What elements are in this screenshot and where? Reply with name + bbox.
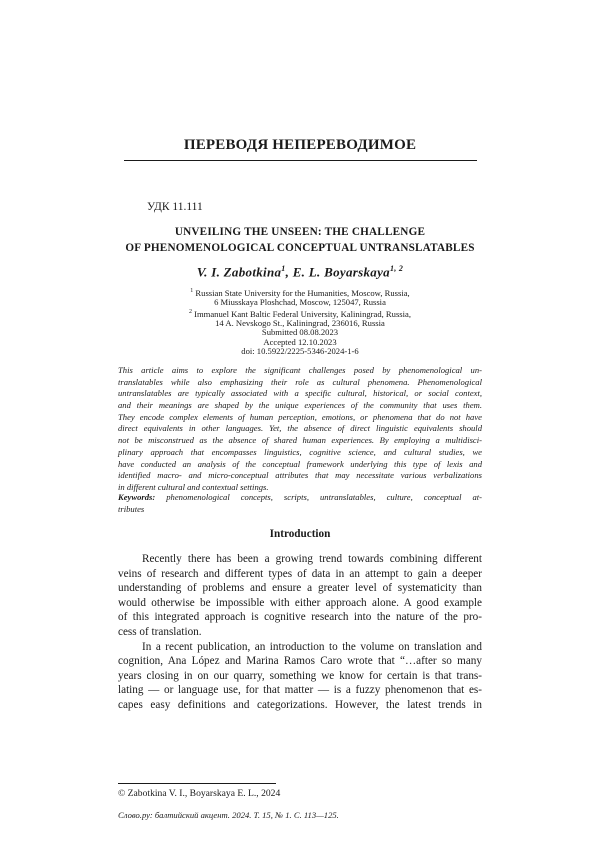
accepted-date: Accepted 12.10.2023 [263, 336, 337, 347]
copyright-note: © Zabotkina V. I., Boyarskaya E. L., 2024 [118, 788, 281, 799]
abstract-line: translatables while also emphasizing their role as cultural phenomena. Phenomenological [118, 376, 482, 387]
abstract-line: and their meanings are shaped by the unique experiences of the community that uses them. [118, 400, 482, 411]
affil-1-mark: 1 [190, 288, 194, 294]
submitted-date: Submitted 08.08.2023 [261, 327, 339, 338]
body-line: veins of research and different types of data in an attempt to gain a deeper [118, 567, 482, 580]
abstract-line: in different cultural and contextual settings. [118, 481, 269, 492]
affil-2-line-2: 14 A. Nevskogo St., Kaliningrad, 236016, Russia [215, 317, 385, 328]
introduction-heading: Introduction [269, 528, 331, 540]
author-2-name: E. L. Boyarskaya [292, 264, 390, 280]
title-line-2: OF PHENOMENOLOGICAL CONCEPTUAL UNTRANSLATABLES [125, 242, 475, 254]
abstract-line: not be misconstrued as the absence of shared human experiences. By employing a multidisci- [118, 435, 482, 446]
body-line: would otherwise be impossible with either approach alone. A good example [118, 596, 482, 609]
keywords-label: Keywords: [118, 492, 156, 502]
article-title [0, 224, 600, 256]
abstract-line: have conducted an analysis of the conceptual framework underlying this type of lexis and [118, 458, 482, 469]
keywords-line-1: Keywords: phenomenological concepts, scripts, untranslatables, culture, conceptual at- [118, 492, 482, 502]
heading-rule [124, 160, 477, 161]
abstract-line: They encode complex elements of human perception, emotions, or phenomena that do not have [118, 411, 482, 422]
journal-reference: Слово.ру: балтийский акцент. 2024. Т. 15, № 1. С. 113—125. [118, 810, 339, 820]
affil-2-line-1: $^2$ Immanuel Kant Baltic Federal University, Kaliningrad, Russia, [188, 308, 411, 319]
abstract-line: untranslatables are typically associated with a specific cultural, historical, or social context, [118, 388, 482, 399]
author-1-name: V. I. Zabotkina [196, 264, 282, 280]
author-separator: , [285, 264, 293, 280]
body-line: cess of translation. [118, 625, 202, 638]
body-line: of this integrated approach is cognitive research into the nature of the pro- [118, 611, 482, 624]
affil-1-line-2: 6 Miusskaya Ploshchad, Moscow, 125047, Russia [214, 297, 386, 308]
affiliations [0, 287, 600, 357]
body-line: years closing in on our quarry, something we know for certain is that trans- [118, 669, 482, 682]
abstract [118, 365, 482, 494]
abstract-line: plinary approach that encompasses linguistics, cognitive science, and cultural studies, we [118, 446, 482, 457]
section-heading: ПЕРЕВОДЯ НЕПЕРЕВОДИМОЕ [183, 137, 417, 153]
body-line: capes easy definitions and categorizations. However, the latest trends in [118, 698, 482, 711]
abstract-line: This article aims to explore the significant challenges posed by phenomenological un- [118, 365, 482, 375]
authors [0, 264, 600, 280]
body-line: In a recent publication, an introduction to the volume on translation and [142, 640, 482, 653]
author-1-affil-mark: 1 [281, 264, 286, 273]
keywords [118, 492, 482, 515]
title-line-1: UNVEILING THE UNSEEN: THE CHALLENGE [174, 226, 426, 238]
body-line: cognition, Ana López and Marina Ramos Caro wrote that “…after so many [118, 655, 482, 668]
udk-code: УДК 11.111 [147, 201, 203, 213]
author-2-affil-mark: 1, 2 [389, 264, 404, 273]
body-line: understanding of problems and ensure a greater level of systematicity than [118, 582, 482, 595]
abstract-line: direct equivalents in other languages. Yet, the absence of direct linguistic equivalents should [118, 423, 482, 434]
footnote-rule [118, 783, 276, 784]
affil-2-mark: 2 [188, 308, 192, 315]
body-line: Recently there has been a growing trend towards combining different [142, 553, 482, 565]
body-text [118, 552, 482, 713]
keywords-line-2: tributes [118, 503, 145, 514]
body-line: lating — or language use, for that matter — is a fuzzy phenomenon that es- [118, 684, 482, 697]
abstract-line: identified macro- and micro-conceptual attributes that may necessitate various verbalizations [118, 470, 482, 481]
doi[interactable]: doi: 10.5922/2225-5346-2024-1-6 [241, 346, 359, 357]
affil-1-line-1: $^1$ Russian State University for the Humanities, Moscow, Russia, [190, 287, 410, 298]
